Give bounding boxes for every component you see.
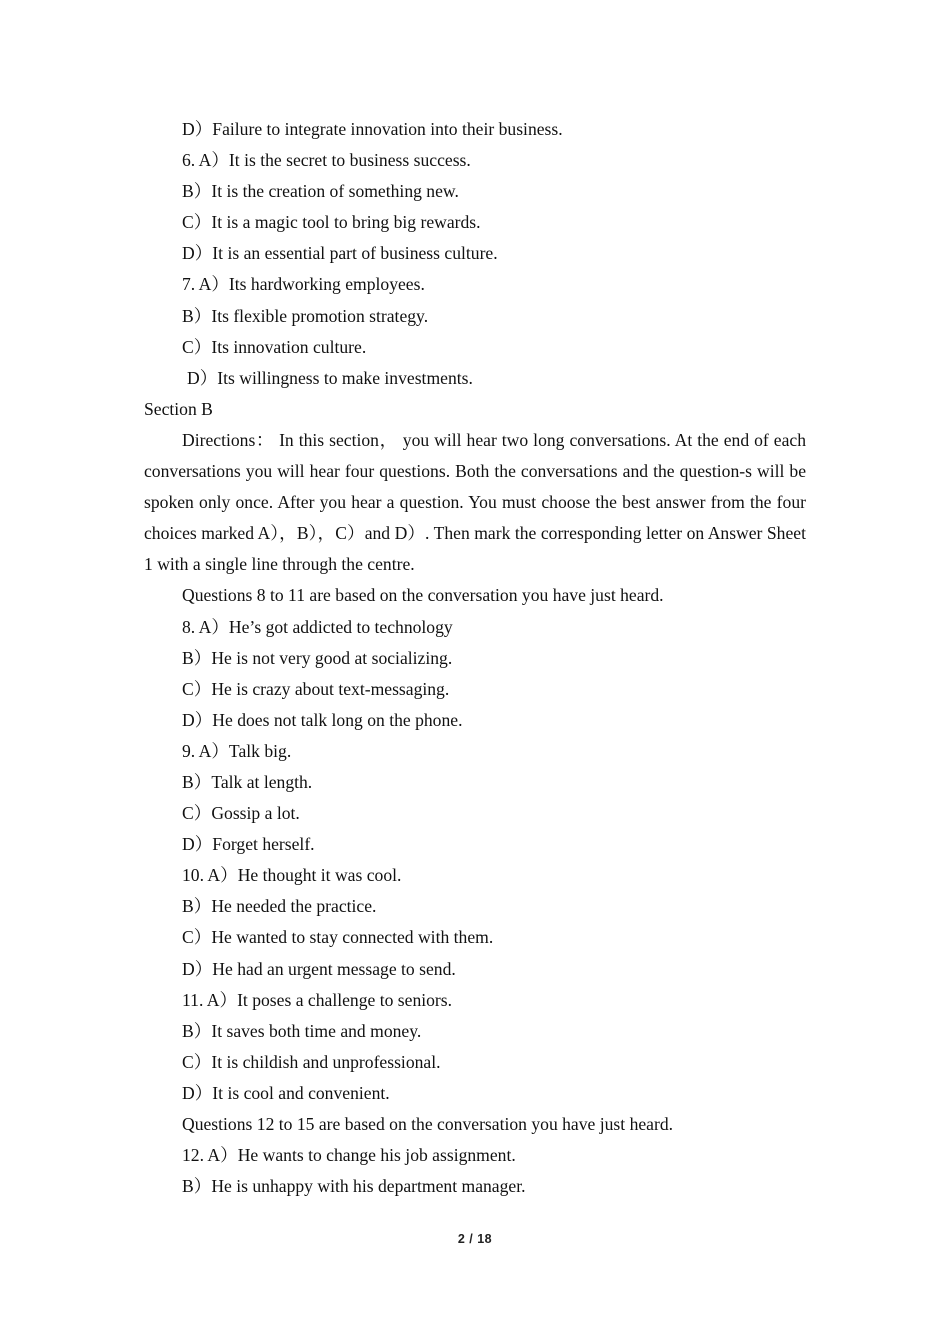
question-11-option-d: D）It is cool and convenient.: [182, 1082, 390, 1103]
question-11-option-a: 11. A）It poses a challenge to seniors.: [182, 989, 453, 1010]
section-b-directions: Directions： In this section， you will hear two long conversations. At the end of each conversations you will hear four questions. Both the conversations and the question-s will be spoken only once. After you hear a question. You must choose the best answer from the four choices marked A），B），C）and D）. Then mark the corresponding letter on Answer Sheet 1 with a single line through the centre.: [144, 429, 806, 575]
question-12-option-b: B）He is unhappy with his department manager.: [182, 1176, 526, 1197]
question-5-option-d: D）Failure to integrate innovation into their business.: [182, 119, 563, 139]
question-6-option-d: D）It is an essential part of business culture.: [182, 243, 498, 264]
question-8-option-d: D）He does not talk long on the phone.: [182, 709, 463, 730]
questions-8-11-intro: Questions 8 to 11 are based on the conversation you have just heard.: [182, 585, 664, 606]
question-9-option-d: D）Forget herself.: [182, 834, 315, 855]
question-6-option-b: B）It is the creation of something new.: [182, 181, 459, 202]
question-10-option-a: 10. A）He thought it was cool.: [182, 865, 402, 886]
question-10-option-c: C）He wanted to stay connected with them.: [182, 927, 494, 948]
question-12-option-a: 12. A）He wants to change his job assignment.: [182, 1145, 516, 1166]
question-8-option-c: C）He is crazy about text-messaging.: [182, 678, 450, 699]
question-9-option-b: B）Talk at length.: [182, 771, 313, 792]
question-10-option-b: B）He needed the practice.: [182, 896, 377, 917]
question-11-option-b: B）It saves both time and money.: [182, 1020, 422, 1041]
question-9-option-c: C）Gossip a lot.: [182, 803, 300, 824]
page-content: [144, 114, 806, 1202]
question-8-option-a: 8. A）He’s got addicted to technology: [182, 616, 453, 637]
question-7-option-c: C）Its innovation culture.: [182, 336, 367, 357]
question-6-option-c: C）It is a magic tool to bring big rewards.: [182, 212, 481, 233]
question-9-option-a: 9. A）Talk big.: [182, 740, 292, 761]
question-11-option-c: C）It is childish and unprofessional.: [182, 1051, 441, 1072]
question-7-option-b: B）Its flexible promotion strategy.: [182, 305, 429, 326]
question-6-option-a: 6. A）It is the secret to business success.: [182, 150, 471, 171]
page-number: 2 / 18: [457, 1232, 493, 1246]
questions-12-15-intro: Questions 12 to 15 are based on the conversation you have just heard.: [182, 1114, 674, 1134]
question-8-option-b: B）He is not very good at socializing.: [182, 647, 453, 668]
question-10-option-d: D）He had an urgent message to send.: [182, 958, 456, 979]
question-7-option-a: 7. A）Its hardworking employees.: [182, 274, 425, 295]
section-b-heading: Section B: [144, 398, 213, 419]
question-7-option-d: D）Its willingness to make investments.: [187, 367, 473, 388]
